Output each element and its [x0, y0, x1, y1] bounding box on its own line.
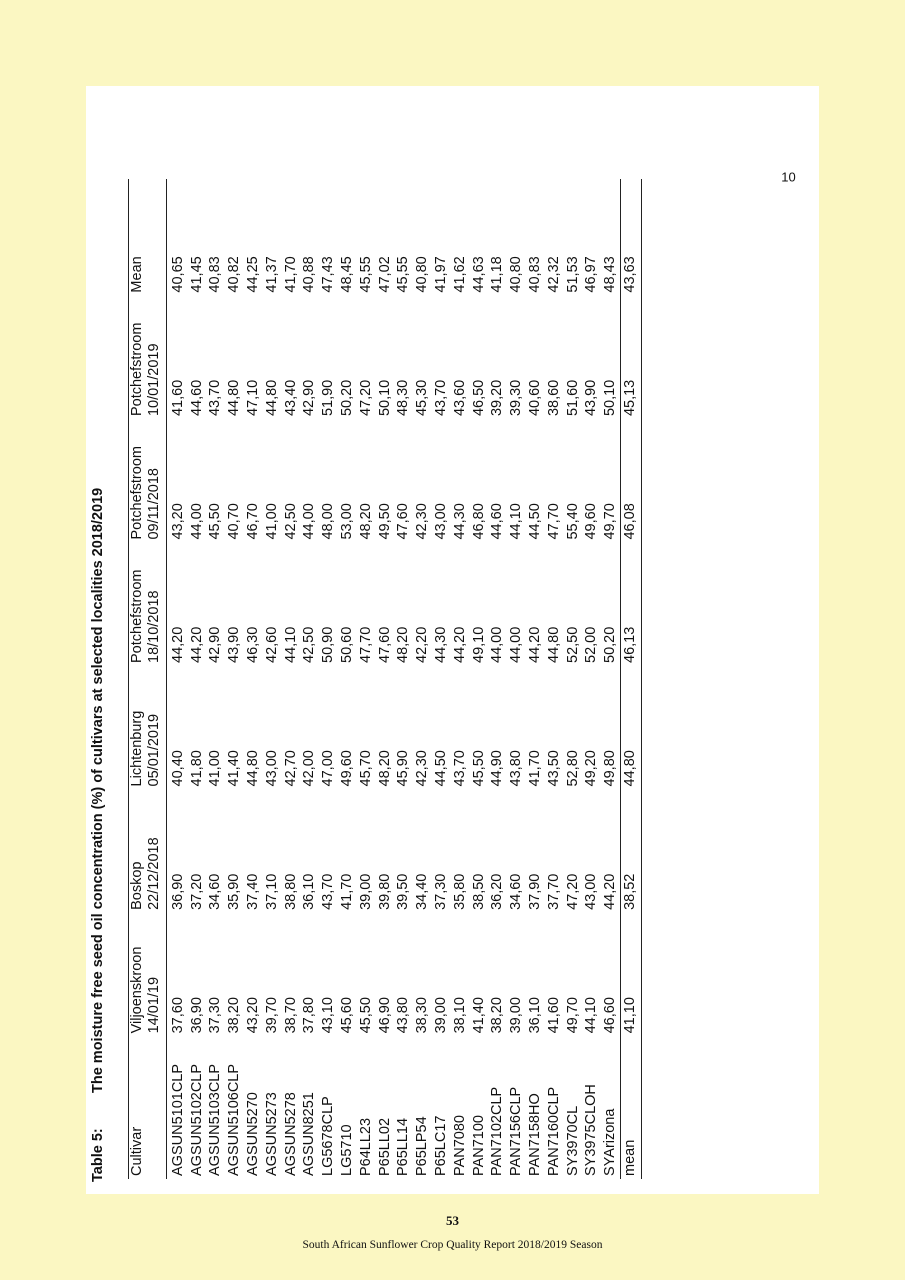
value-cell: 41,45 [188, 256, 205, 293]
value-cell: 34,60 [508, 873, 525, 910]
value-cell: 40,80 [414, 256, 431, 293]
value-cell: 47,00 [320, 750, 337, 787]
value-cell: 48,43 [602, 256, 619, 293]
value-cell: 50,90 [320, 626, 337, 663]
value-cell: 48,20 [395, 626, 412, 663]
value-cell: 44,10 [583, 997, 600, 1034]
cultivar-name: P65LC17 [433, 1115, 450, 1176]
table-row [395, 179, 414, 1179]
value-cell: 41,62 [451, 256, 468, 293]
column-header: Viljoenskroon 14/01/19 [129, 920, 167, 1043]
value-cell: 48,20 [376, 750, 393, 787]
table-row [301, 179, 320, 1179]
value-cell: 43,90 [226, 626, 243, 663]
value-cell: 43,00 [263, 750, 280, 787]
value-cell: 44,00 [188, 503, 205, 540]
value-cell: 47,02 [376, 256, 393, 293]
value-cell: 50,20 [339, 379, 356, 417]
cultivar-name: P65LP54 [414, 1116, 431, 1176]
value-cell: 36,20 [489, 873, 506, 910]
cultivar-name: PAN7156CLP [508, 1086, 525, 1176]
value-cell: 44,80 [545, 626, 562, 663]
value-cell: 43,90 [583, 379, 600, 417]
value-cell: 43,70 [451, 750, 468, 787]
value-cell: 39,80 [376, 873, 393, 910]
value-cell: 42,20 [414, 626, 431, 663]
table-row [413, 179, 432, 1179]
value-cell: 39,70 [263, 997, 280, 1034]
value-cell: 44,25 [245, 256, 262, 293]
value-cell: 38,60 [545, 379, 562, 417]
value-cell: 45,60 [339, 997, 356, 1034]
value-cell: 37,60 [169, 997, 186, 1034]
value-cell: 39,00 [508, 997, 525, 1034]
cultivar-name: PAN7100 [470, 1115, 487, 1176]
value-cell: 39,20 [489, 379, 506, 417]
value-cell: 41,37 [263, 256, 280, 293]
value-cell: 38,30 [414, 997, 431, 1034]
value-cell: 43,00 [583, 873, 600, 910]
table-row [338, 179, 357, 1179]
value-cell: 44,50 [527, 503, 544, 540]
value-cell: 49,20 [583, 750, 600, 787]
table-header-row [129, 179, 167, 1179]
column-header: Potchefstroom 18/10/2018 [129, 550, 167, 673]
cultivar-name: AGSUN5270 [245, 1092, 262, 1176]
value-cell: 40,83 [527, 256, 544, 293]
value-cell: 40,65 [169, 256, 186, 293]
value-cell: 48,45 [339, 256, 356, 293]
value-cell: 36,90 [188, 997, 205, 1034]
value-cell: 36,90 [169, 873, 186, 910]
value-cell: 44,63 [470, 256, 487, 293]
value-cell: 42,90 [301, 379, 318, 417]
value-cell: 44,10 [282, 626, 299, 663]
value-cell: 43,80 [508, 750, 525, 787]
value-cell: 51,60 [564, 379, 581, 417]
table-caption [90, 488, 106, 1182]
value-cell: 46,60 [602, 997, 619, 1034]
table-row [432, 179, 451, 1179]
value-cell: 43,20 [245, 997, 262, 1034]
value-cell: 47,10 [245, 379, 262, 417]
value-cell: 38,50 [470, 873, 487, 910]
value-cell: 36,10 [527, 997, 544, 1034]
value-cell: 44,20 [188, 626, 205, 663]
value-cell: 48,20 [357, 503, 374, 540]
value-cell: 45,55 [357, 256, 374, 293]
value-cell: 45,55 [395, 256, 412, 293]
value-cell: 43,60 [451, 379, 468, 417]
value-cell: 41,40 [470, 997, 487, 1034]
value-cell: 44,50 [433, 750, 450, 787]
value-cell: 42,50 [301, 626, 318, 663]
value-cell: 46,70 [245, 503, 262, 540]
value-cell: 44,20 [527, 626, 544, 663]
value-cell: 48,30 [395, 379, 412, 417]
value-cell: 41,60 [545, 997, 562, 1034]
value-cell: 39,00 [433, 997, 450, 1034]
cultivar-name: AGSUN8251 [301, 1092, 318, 1176]
value-cell: 44,30 [433, 626, 450, 663]
value-cell: 39,50 [395, 873, 412, 910]
table-label: Table 5: [90, 1128, 106, 1182]
table-body [167, 179, 621, 1179]
value-cell: 44,90 [489, 750, 506, 787]
value-cell: 38,70 [282, 997, 299, 1034]
table-row [601, 179, 620, 1179]
cultivar-name: AGSUN5102CLP [188, 1063, 205, 1176]
value-cell: 49,70 [602, 503, 619, 540]
value-cell: 49,10 [470, 626, 487, 663]
cultivar-name: AGSUN5101CLP [169, 1063, 186, 1176]
table-row [489, 179, 508, 1179]
value-cell: 43,70 [433, 379, 450, 417]
table-title: The moisture free seed oil concentration (%) of cultivars at selected localities 2018/2019 [90, 487, 106, 1093]
value-cell: 40,80 [508, 256, 525, 293]
table-row [319, 179, 338, 1179]
value-cell: 46,30 [245, 626, 262, 663]
mean-row [621, 179, 642, 1179]
value-cell: 42,30 [414, 503, 431, 540]
cultivar-name: PAN7160CLP [545, 1086, 562, 1176]
value-cell: 50,10 [376, 379, 393, 417]
value-cell: 43,80 [395, 997, 412, 1034]
cultivar-name: P65LL02 [376, 1117, 393, 1176]
value-cell: 41,40 [226, 750, 243, 787]
table-row [583, 179, 602, 1179]
value-cell: 49,60 [583, 503, 600, 540]
value-cell: 37,80 [301, 997, 318, 1034]
value-cell: 45,50 [357, 997, 374, 1034]
value-cell: 43,70 [207, 379, 224, 417]
value-cell: 46,90 [376, 997, 393, 1034]
table-row [526, 179, 545, 1179]
table-row [207, 179, 226, 1179]
value-cell: 49,60 [339, 750, 356, 787]
value-cell: 47,70 [357, 626, 374, 663]
value-cell: 40,70 [226, 503, 243, 540]
table-row [244, 179, 263, 1179]
value-cell: 42,50 [282, 503, 299, 540]
value-cell: 35,80 [451, 873, 468, 910]
value-cell: 44,00 [489, 626, 506, 663]
value-cell: 51,53 [564, 256, 581, 293]
cultivar-name: AGSUN5273 [263, 1092, 280, 1176]
mean-cell: 46,08 [621, 426, 642, 549]
column-header: Lichtenburg 05/01/2019 [129, 673, 167, 796]
value-cell: 51,90 [320, 379, 337, 417]
value-cell: 37,10 [263, 873, 280, 910]
value-cell: 44,60 [489, 503, 506, 540]
mean-cell: 46,13 [621, 550, 642, 673]
value-cell: 34,60 [207, 873, 224, 910]
value-cell: 39,00 [357, 873, 374, 910]
mean-cell: 41,10 [621, 920, 642, 1043]
column-header: Cultivar [129, 1043, 167, 1179]
table-row [470, 179, 489, 1179]
value-cell: 42,00 [301, 750, 318, 787]
value-cell: 37,90 [527, 873, 544, 910]
value-cell: 44,20 [169, 626, 186, 663]
value-cell: 41,00 [207, 750, 224, 787]
value-cell: 42,60 [263, 626, 280, 663]
cultivar-name: SY3975CLOH [583, 1084, 600, 1176]
cultivar-name: SYArizona [602, 1108, 619, 1176]
table-row [545, 179, 564, 1179]
rotated-table-area [86, 86, 819, 1194]
value-cell: 52,50 [564, 626, 581, 663]
column-header: Potchefstroom 09/11/2018 [129, 426, 167, 549]
value-cell: 41,70 [282, 256, 299, 293]
value-cell: 47,20 [564, 873, 581, 910]
value-cell: 41,70 [527, 750, 544, 787]
value-cell: 48,00 [320, 503, 337, 540]
value-cell: 47,43 [320, 256, 337, 293]
value-cell: 38,10 [451, 997, 468, 1034]
document-page [86, 86, 819, 1194]
value-cell: 37,20 [188, 873, 205, 910]
column-header: Mean [129, 179, 167, 303]
value-cell: 52,00 [583, 626, 600, 663]
cultivar-name: LG5678CLP [320, 1096, 337, 1176]
table-row [564, 179, 583, 1179]
value-cell: 47,60 [376, 626, 393, 663]
value-cell: 35,90 [226, 873, 243, 910]
value-cell: 36,10 [301, 873, 318, 910]
value-cell: 46,50 [470, 379, 487, 417]
value-cell: 37,70 [545, 873, 562, 910]
value-cell: 41,00 [263, 503, 280, 540]
value-cell: 44,20 [602, 873, 619, 910]
value-cell: 38,80 [282, 873, 299, 910]
value-cell: 43,10 [320, 997, 337, 1034]
value-cell: 47,60 [395, 503, 412, 540]
table-row [282, 179, 301, 1179]
value-cell: 49,80 [602, 750, 619, 787]
value-cell: 41,97 [433, 256, 450, 293]
value-cell: 46,97 [583, 256, 600, 293]
value-cell: 46,80 [470, 503, 487, 540]
column-header: Potchefstroom 10/01/2019 [129, 303, 167, 426]
value-cell: 42,32 [545, 256, 562, 293]
value-cell: 37,30 [433, 873, 450, 910]
value-cell: 55,40 [564, 503, 581, 540]
value-cell: 42,90 [207, 626, 224, 663]
value-cell: 47,70 [545, 503, 562, 540]
mean-label: mean [621, 1043, 642, 1179]
value-cell: 41,80 [188, 750, 205, 787]
table-row [507, 179, 526, 1179]
value-cell: 37,30 [207, 997, 224, 1034]
table-row [188, 179, 207, 1179]
value-cell: 42,30 [414, 750, 431, 787]
table-row [376, 179, 395, 1179]
cultivar-name: P64LL23 [357, 1117, 374, 1176]
mean-cell: 44,80 [621, 673, 642, 796]
cultivar-name: LG5710 [339, 1124, 356, 1176]
value-cell: 40,60 [527, 379, 544, 417]
value-cell: 43,20 [169, 503, 186, 540]
mean-cell: 43,63 [621, 179, 642, 303]
value-cell: 44,10 [508, 503, 525, 540]
table-row [451, 179, 470, 1179]
table-row [225, 179, 244, 1179]
value-cell: 44,00 [301, 503, 318, 540]
oil-concentration-table [128, 179, 642, 1179]
table-row [167, 179, 188, 1179]
value-cell: 43,00 [433, 503, 450, 540]
value-cell: 45,50 [207, 503, 224, 540]
value-cell: 49,70 [564, 997, 581, 1034]
value-cell: 50,20 [602, 626, 619, 663]
table-row [357, 179, 376, 1179]
cultivar-name: AGSUN5278 [282, 1092, 299, 1176]
value-cell: 38,20 [226, 997, 243, 1034]
mean-cell: 38,52 [621, 796, 642, 919]
value-cell: 41,18 [489, 256, 506, 293]
value-cell: 43,50 [545, 750, 562, 787]
value-cell: 50,60 [339, 626, 356, 663]
value-cell: 41,60 [169, 379, 186, 417]
value-cell: 45,50 [470, 750, 487, 787]
value-cell: 39,30 [508, 379, 525, 417]
value-cell: 34,40 [414, 873, 431, 910]
page-number: 53 [446, 1213, 459, 1228]
report-title: South African Sunflower Crop Quality Report 2018/2019 Season [302, 1239, 603, 1251]
sheet-number: 10 [781, 169, 796, 185]
value-cell: 41,70 [339, 873, 356, 910]
value-cell: 47,20 [357, 379, 374, 417]
cultivar-name: AGSUN5103CLP [207, 1063, 224, 1176]
cultivar-name: P65LL14 [395, 1117, 412, 1176]
cultivar-name: AGSUN5106CLP [226, 1063, 243, 1176]
value-cell: 52,80 [564, 750, 581, 787]
table-row [263, 179, 282, 1179]
value-cell: 40,40 [169, 750, 186, 787]
cultivar-name: PAN7102CLP [489, 1086, 506, 1176]
value-cell: 50,10 [602, 379, 619, 417]
value-cell: 43,40 [282, 379, 299, 417]
mean-cell: 45,13 [621, 303, 642, 426]
value-cell: 45,70 [357, 750, 374, 787]
value-cell: 37,40 [245, 873, 262, 910]
cultivar-name: SY3970CL [564, 1105, 581, 1176]
value-cell: 43,70 [320, 873, 337, 910]
value-cell: 45,30 [414, 379, 431, 417]
value-cell: 44,80 [263, 379, 280, 417]
value-cell: 45,90 [395, 750, 412, 787]
value-cell: 44,00 [508, 626, 525, 663]
value-cell: 44,20 [451, 626, 468, 663]
value-cell: 42,70 [282, 750, 299, 787]
value-cell: 40,82 [226, 256, 243, 293]
value-cell: 44,80 [245, 750, 262, 787]
value-cell: 49,50 [376, 503, 393, 540]
value-cell: 44,30 [451, 503, 468, 540]
value-cell: 40,83 [207, 256, 224, 293]
value-cell: 53,00 [339, 503, 356, 540]
column-header: Boskop 22/12/2018 [129, 796, 167, 919]
value-cell: 44,80 [226, 379, 243, 417]
cultivar-name: PAN7158HO [527, 1093, 544, 1176]
value-cell: 40,88 [301, 256, 318, 293]
value-cell: 44,60 [188, 379, 205, 417]
value-cell: 38,20 [489, 997, 506, 1034]
cultivar-name: PAN7080 [451, 1115, 468, 1176]
